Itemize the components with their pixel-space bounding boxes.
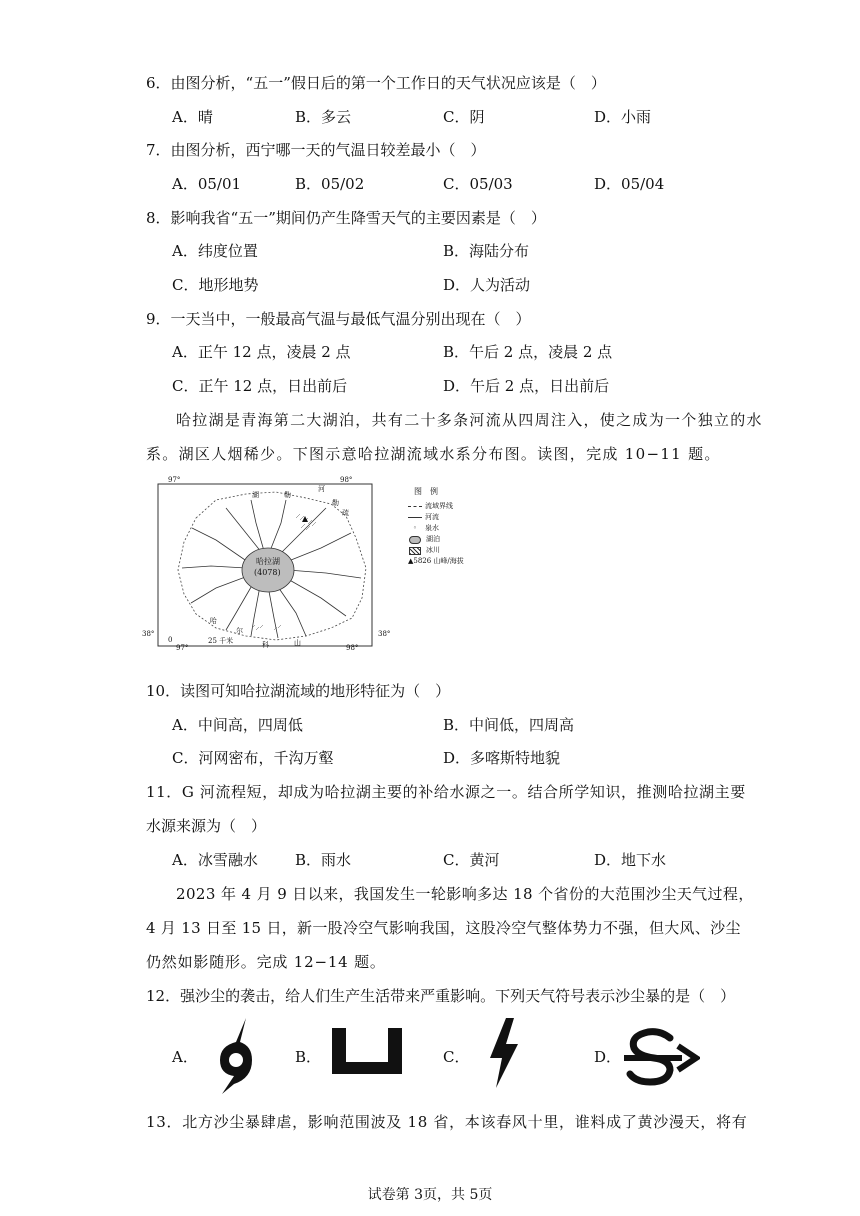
option-a: A．晴 bbox=[172, 108, 213, 126]
sandstorm-symbol-icon bbox=[620, 1026, 700, 1090]
option-c: C．正午 12 点，日出前后 bbox=[172, 377, 348, 395]
legend-item: ◦ 泉水 bbox=[408, 523, 478, 534]
option-b: B．海陆分布 bbox=[443, 242, 530, 260]
option-c: C．河网密布，千沟万壑 bbox=[172, 749, 334, 767]
legend-item: 流域界线 bbox=[408, 501, 478, 512]
question-8 bbox=[146, 208, 546, 228]
question-number: 7． bbox=[146, 141, 171, 159]
lat-label-right: 38° bbox=[378, 630, 391, 638]
option-c: C．05/03 bbox=[443, 175, 513, 193]
option-d-label: D． bbox=[594, 1048, 622, 1066]
hala-lake-basin-map bbox=[142, 476, 391, 654]
lake-icon bbox=[409, 536, 421, 544]
lon-label-bottom-right: 98° bbox=[346, 644, 359, 652]
tropical-storm-symbol-icon bbox=[212, 1016, 260, 1096]
question-11-line-2: 水源来源为（ ） bbox=[146, 817, 267, 835]
question-stem: 由图分析，西宁哪一天的气温日较差最小（ ） bbox=[170, 141, 486, 159]
lat-label-left: 38° bbox=[142, 630, 155, 638]
scale-zero: 0 bbox=[168, 636, 173, 644]
passage-1-line-2: 系。湖区人烟稀少。下图示意哈拉湖流域水系分布图。读图，完成 10−11 题。 bbox=[146, 445, 721, 463]
lake-elevation: (4078) bbox=[254, 568, 281, 577]
passage-1-line-1: 哈拉湖是青海第二大湖泊，共有二十多条河流从四周注入，使之成为一个独立的水 bbox=[176, 411, 763, 429]
north-label-2: 勒 bbox=[284, 491, 291, 499]
question-number: 8． bbox=[146, 209, 171, 227]
question-stem: 影响我省“五一”期间仍产生降雪天气的主要因素是（ ） bbox=[170, 209, 546, 227]
question-number: 6． bbox=[146, 74, 171, 92]
river-icon bbox=[408, 517, 422, 518]
question-stem: 北方沙尘暴肆虐，影响范围波及 18 省，本该春风十里，谁料成了黄沙漫天，将有 bbox=[182, 1113, 748, 1131]
option-a: A．冰雪融水 bbox=[172, 851, 258, 869]
fog-symbol-icon bbox=[330, 1026, 404, 1076]
option-c: C．黄河 bbox=[443, 851, 500, 869]
question-stem: 由图分析，“五一”假日后的第一个工作日的天气状况应该是（ ） bbox=[170, 74, 606, 92]
question-stem: 一天当中，一般最高气温与最低气温分别出现在（ ） bbox=[170, 310, 531, 328]
option-c: C．阴 bbox=[443, 108, 485, 126]
option-c: C．地形地势 bbox=[172, 276, 259, 294]
option-a: A．05/01 bbox=[172, 175, 242, 193]
legend-title: 图 例 bbox=[414, 487, 438, 496]
question-stem: G 河流程短，却成为哈拉湖主要的补给水源之一。结合所学知识，推测哈拉湖主要 bbox=[181, 783, 746, 801]
north-label-5: 疏 bbox=[342, 509, 349, 517]
option-a: A．正午 12 点，凌晨 2 点 bbox=[172, 343, 351, 361]
spring-icon: ◦ bbox=[412, 524, 418, 532]
south-label-3: 科 bbox=[262, 641, 269, 649]
option-d: D．多喀斯特地貌 bbox=[443, 749, 561, 767]
south-label-2: 尔 bbox=[236, 627, 243, 635]
passage-2-line-1: 2023 年 4 月 9 日以来，我国发生一轮影响多达 18 个省份的大范围沙尘天气过程， bbox=[176, 885, 754, 903]
lon-label-left: 97° bbox=[168, 476, 181, 484]
question-number: 11． bbox=[146, 783, 182, 801]
legend-item-peak: ▲5826 山峰/海拔 bbox=[408, 557, 464, 565]
question-6 bbox=[146, 73, 606, 93]
passage-2-line-2: 4 月 13 日至 15 日，新一股冷空气影响我国，这股冷空气整体势力不强，但大风、沙尘 bbox=[146, 919, 741, 937]
option-d: D．小雨 bbox=[594, 108, 652, 126]
map-legend bbox=[408, 486, 478, 586]
option-d: D．午后 2 点，日出前后 bbox=[443, 377, 610, 395]
question-10 bbox=[146, 681, 450, 701]
question-13 bbox=[146, 1112, 747, 1132]
option-b: B．中间低，四周高 bbox=[443, 716, 575, 734]
option-d: D．人为活动 bbox=[443, 276, 531, 294]
question-number: 12． bbox=[146, 987, 181, 1005]
option-a: A．纬度位置 bbox=[172, 242, 258, 260]
question-stem: 强沙尘的袭击，给人们生产生活带来严重影响。下列天气符号表示沙尘暴的是（ ） bbox=[180, 987, 736, 1005]
legend-item: 河流 bbox=[408, 512, 478, 523]
lightning-symbol-icon bbox=[484, 1016, 524, 1090]
north-label-3: 河 bbox=[318, 485, 325, 493]
question-stem: 读图可知哈拉湖流域的地形特征为（ ） bbox=[180, 682, 451, 700]
question-number: 13． bbox=[146, 1113, 183, 1131]
north-label-1: 湖 bbox=[252, 491, 259, 499]
option-b: B．午后 2 点，凌晨 2 点 bbox=[443, 343, 613, 361]
option-a-label: A． bbox=[172, 1048, 198, 1066]
lon-label-right: 98° bbox=[340, 476, 353, 484]
passage-2-line-3: 仍然如影随形。完成 12−14 题。 bbox=[146, 953, 386, 971]
question-number: 9． bbox=[146, 310, 171, 328]
boundary-line-icon bbox=[408, 506, 422, 507]
lake-name: 哈拉湖 bbox=[256, 557, 280, 566]
question-7 bbox=[146, 140, 486, 160]
option-a: A．中间高，四周低 bbox=[172, 716, 303, 734]
option-b: B．多云 bbox=[295, 108, 352, 126]
option-c-label: C． bbox=[443, 1048, 470, 1066]
legend-item: 湖泊 bbox=[408, 534, 478, 545]
question-11 bbox=[146, 782, 746, 802]
page-footer: 试卷第 3页，共 5页 bbox=[367, 1187, 493, 1203]
question-number: 10． bbox=[146, 682, 181, 700]
option-d: D．05/04 bbox=[594, 175, 665, 193]
option-b-label: B． bbox=[295, 1048, 322, 1066]
option-b: B．雨水 bbox=[295, 851, 352, 869]
option-d: D．地下水 bbox=[594, 851, 667, 869]
question-12 bbox=[146, 986, 735, 1006]
south-label-4: 山 bbox=[294, 639, 301, 647]
glacier-icon bbox=[409, 547, 421, 555]
option-b: B．05/02 bbox=[295, 175, 365, 193]
north-label-4: 勒 bbox=[332, 499, 339, 507]
scale-label: 25 千米 bbox=[208, 637, 234, 645]
question-9 bbox=[146, 309, 531, 329]
legend-item: 冰川 bbox=[408, 545, 478, 556]
south-label-1: 哈 bbox=[210, 617, 217, 625]
lon-label-bottom-left: 97° bbox=[176, 644, 189, 652]
